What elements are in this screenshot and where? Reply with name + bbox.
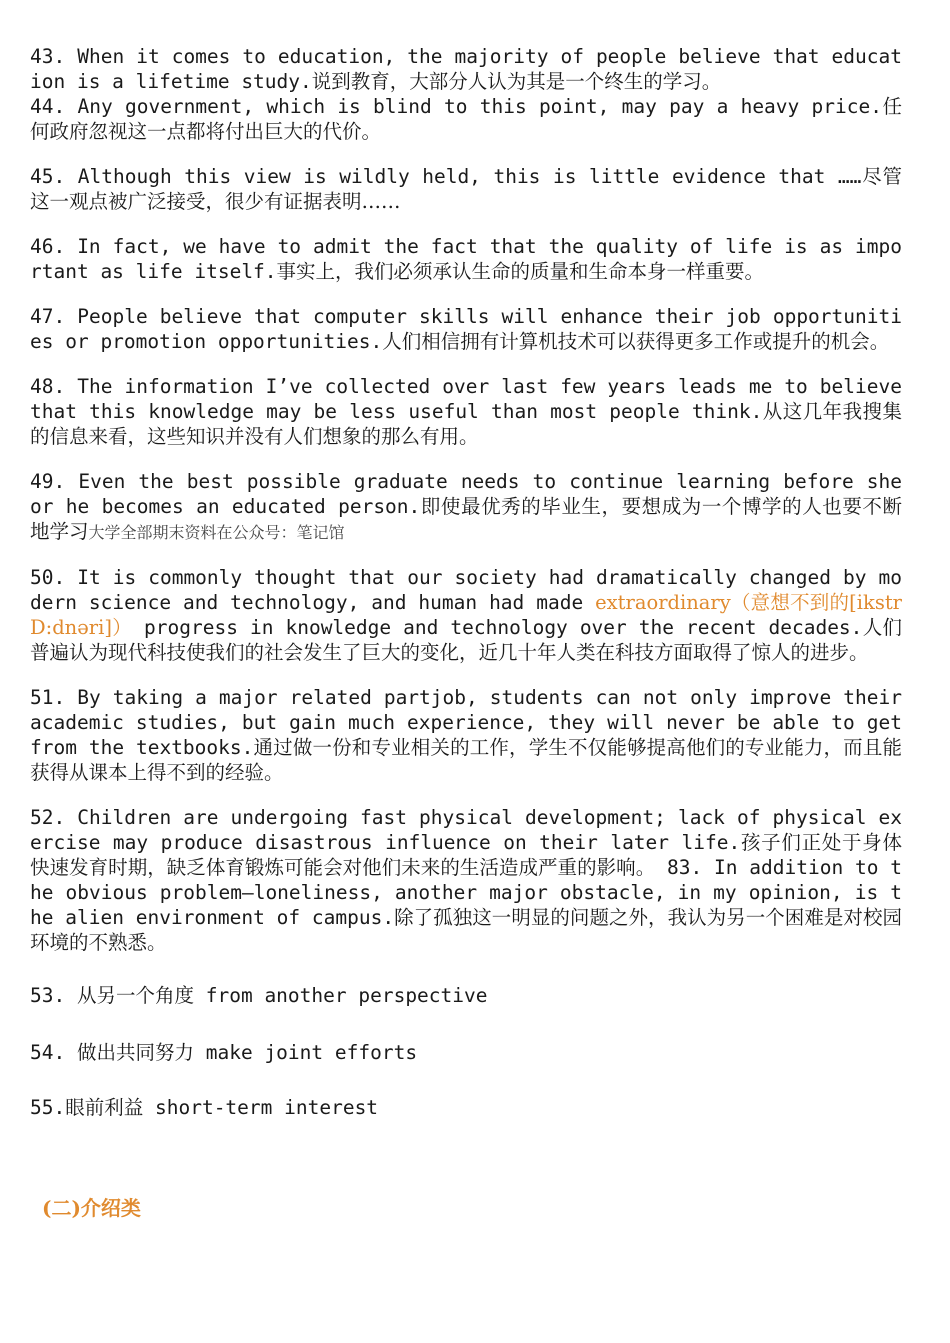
entry-english: By taking a major related partjob, students can not only improve their academic studies, but gain much experience, they will never be able to get from the textbooks. <box>30 686 902 759</box>
entry-number: 51. <box>30 686 66 709</box>
document-body <box>30 44 902 1120</box>
entry-chinese: 通过做一份和专业相关的工作，学生不仅能够提高他们的专业能力，而且能获得从课本上得不到的经验。 <box>30 736 902 784</box>
entry-number: 47. <box>30 305 66 328</box>
entry-number: 46. <box>30 235 66 258</box>
entry-number: 50. <box>30 566 66 589</box>
entry-chinese: 人们相信拥有计算机技术可以获得更多工作或提升的机会。 <box>382 330 890 353</box>
entry-chinese: 说到教育，大部分人认为其是一个终生的学习。 <box>311 70 722 93</box>
entry-english: Children are undergoing fast physical development; lack of physical exercise may produce disastrous influence on their later life. <box>30 806 902 854</box>
phrase-english: short-term interest <box>143 1096 379 1119</box>
entry-english: It is commonly thought that our society had dramatically changed by modern science and technology, and human had made <box>30 566 902 614</box>
entry-number: 49. <box>30 470 66 493</box>
entry-47 <box>30 304 902 354</box>
entry-number: 54. <box>30 1041 66 1064</box>
entry-number: 43. <box>30 45 66 68</box>
highlighted-vocabulary: extraordinary（意想不到的[ikstrD:dnəri]） <box>30 591 902 639</box>
phrase-chinese: 眼前利益 <box>65 1096 144 1119</box>
entry-51 <box>30 685 902 785</box>
entry-number: 53. <box>30 984 66 1007</box>
entry-49 <box>30 469 902 545</box>
entry-number: 44. <box>30 95 66 118</box>
entry-55 <box>30 1095 902 1120</box>
entry-chinese: 孩子们正处于身体快速发育时期，缺乏体育锻炼可能会对他们未来的生活造成严重的影响。 <box>30 831 902 879</box>
entry-english-continued: progress in knowledge and technology over the recent decades. <box>132 616 863 639</box>
entry-46 <box>30 234 902 284</box>
entry-english: When it comes to education, the majority of people believe that education is a lifetime study. <box>30 45 902 93</box>
watermark-text: 大学全部期末资料在公众号：笔记馆 <box>88 523 345 542</box>
entry-50 <box>30 565 902 665</box>
entry-number: 52. <box>30 806 66 829</box>
entry-number: 55. <box>30 1096 66 1119</box>
entry-54 <box>30 1040 902 1065</box>
entry-chinese-extra: 除了孤独这一明显的问题之外，我认为另一个困难是对校园环境的不熟悉。 <box>30 906 902 954</box>
entry-chinese: 任何政府忽视这一点都将付出巨大的代价。 <box>30 95 902 143</box>
entry-english: Although this view is wildly held, this is little evidence that …… <box>77 165 862 188</box>
entry-chinese: 尽管这一观点被广泛接受，很少有证据表明…… <box>30 165 902 213</box>
entry-english-extra: 83. In addition to the obvious problem—loneliness, another major obstacle, in my opinion, is the alien environment of campus. <box>30 856 902 929</box>
entry-number: 48. <box>30 375 66 398</box>
entry-english: In fact, we have to admit the fact that the quality of life is as important as life itself. <box>30 235 902 283</box>
entry-english: Any government, which is blind to this point, may pay a heavy price. <box>77 95 882 118</box>
phrase-chinese: 做出共同努力 <box>76 1041 194 1064</box>
phrase-chinese: 从另一个角度 <box>76 984 194 1007</box>
phrase-english: make joint efforts <box>194 1041 418 1064</box>
entry-english: Even the best possible graduate needs to continue learning before she or he becomes an educated person. <box>30 470 902 518</box>
entry-44 <box>30 94 902 144</box>
entry-53 <box>30 983 902 1008</box>
entry-chinese: 即使最优秀的毕业生，要想成为一个博学的人也要不断地学习 <box>30 495 902 543</box>
entry-chinese: 事实上，我们必须承认生命的质量和生命本身一样重要。 <box>276 260 765 283</box>
entry-english: The information I’ve collected over last few years leads me to believe that this knowledge may be less useful than most people think. <box>30 375 902 423</box>
entry-chinese: 人们普遍认为现代科技使我们的社会发生了巨大的变化，近几十年人类在科技方面取得了惊人的进步。 <box>30 616 902 664</box>
entry-english: People believe that computer skills will enhance their job opportunities or promotion opportunities. <box>30 305 902 353</box>
entry-chinese: 从这几年我搜集的信息来看，这些知识并没有人们想象的那么有用。 <box>30 400 902 448</box>
phrase-english: from another perspective <box>194 984 488 1007</box>
entry-43 <box>30 44 902 94</box>
section-title: (二)介绍类 <box>42 1196 141 1220</box>
entry-number: 45. <box>30 165 66 188</box>
entry-52 <box>30 805 902 955</box>
entry-48 <box>30 374 902 449</box>
entry-45 <box>30 164 902 214</box>
